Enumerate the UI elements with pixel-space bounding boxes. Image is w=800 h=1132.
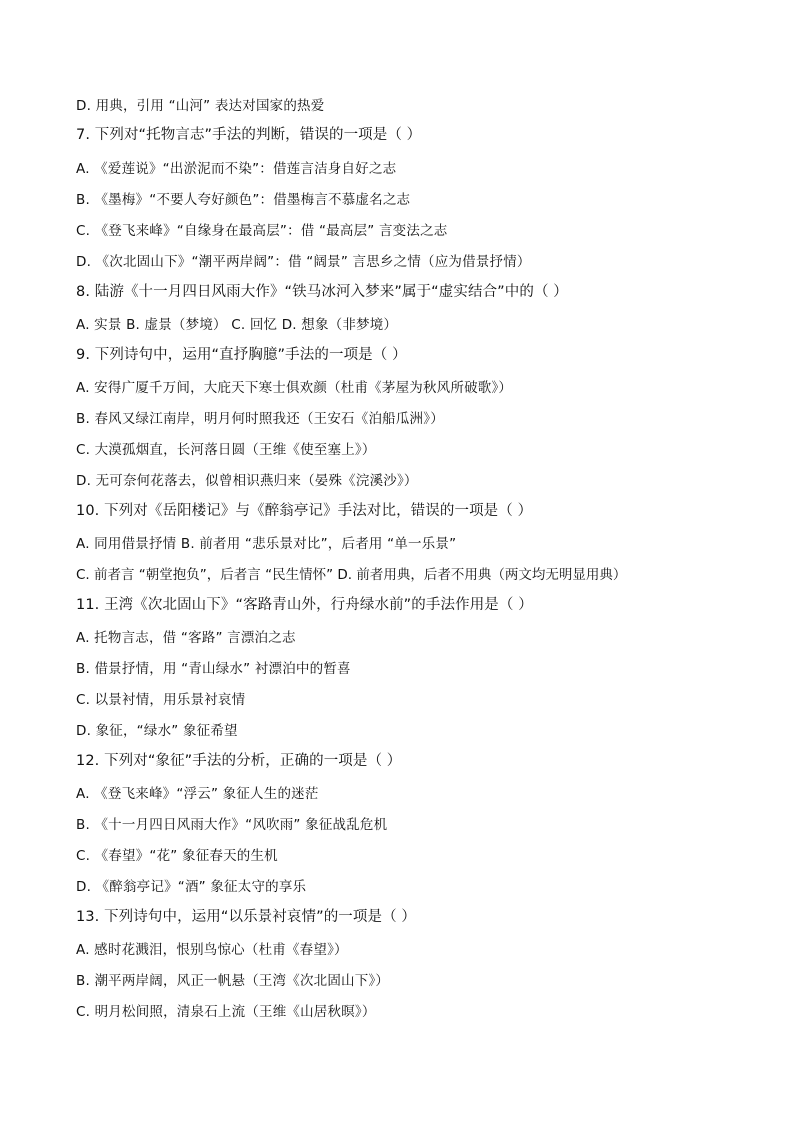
option-9c: C. 大漠孤烟直，长河落日圆（王维《使至塞上》） xyxy=(76,442,376,458)
option-11b: B. 借景抒情，用 “青山绿水” 衬漂泊中的暂喜 xyxy=(76,661,351,677)
option-13a: A. 感时花溅泪，恨别鸟惊心（杜甫《春望》） xyxy=(76,942,348,958)
option-11c: C. 以景衬情，用乐景衬哀情 xyxy=(76,692,246,708)
option-11a: A. 托物言志，借 “客路” 言漂泊之志 xyxy=(76,630,296,646)
option-6d: D. 用典，引用 “山河” 表达对国家的热爱 xyxy=(76,98,325,114)
question-9: 9. 下列诗句中，运用“直抒胸臆”手法的一项是（ ） xyxy=(76,347,407,363)
options-8: A. 实景 B. 虚景（梦境） C. 回忆 D. 想象（非梦境） xyxy=(76,317,398,333)
option-7c: C. 《登飞来峰》“自缘身在最高层”：借 “最高层” 言变法之志 xyxy=(76,223,448,239)
option-12b: B. 《十一月四日风雨大作》“风吹雨” 象征战乱危机 xyxy=(76,817,388,833)
question-10: 10. 下列对《岳阳楼记》与《醉翁亭记》手法对比，错误的一项是（ ） xyxy=(76,503,533,519)
question-12: 12. 下列对“象征”手法的分析，正确的一项是（ ） xyxy=(76,753,402,769)
question-7: 7. 下列对“托物言志”手法的判断，错误的一项是（ ） xyxy=(76,127,422,143)
question-13: 13. 下列诗句中，运用“以乐景衬哀情”的一项是（ ） xyxy=(76,909,416,925)
option-13b: B. 潮平两岸阔，风正一帆悬（王湾《次北固山下》） xyxy=(76,973,390,989)
question-11: 11. 王湾《次北固山下》“客路青山外，行舟绿水前”的手法作用是（ ） xyxy=(76,597,533,613)
option-12c: C. 《春望》“花” 象征春天的生机 xyxy=(76,848,278,864)
option-9b: B. 春风又绿江南岸，明月何时照我还（王安石《泊船瓜洲》） xyxy=(76,411,444,427)
option-7a: A. 《爱莲说》“出淤泥而不染”：借莲言洁身自好之志 xyxy=(76,161,397,177)
option-7d: D. 《次北固山下》“潮平两岸阔”：借 “阔景” 言思乡之情（应为借景抒情） xyxy=(76,254,531,270)
option-11d: D. 象征，“绿水” 象征希望 xyxy=(76,723,238,739)
option-9a: A. 安得广厦千万间，大庇天下寒士俱欢颜（杜甫《茅屋为秋风所破歌》） xyxy=(76,380,513,396)
option-7b: B. 《墨梅》“不要人夸好颜色”：借墨梅言不慕虚名之志 xyxy=(76,192,411,208)
option-12a: A. 《登飞来峰》“浮云” 象征人生的迷茫 xyxy=(76,786,319,802)
option-13c: C. 明月松间照，清泉石上流（王维《山居秋暝》） xyxy=(76,1004,376,1020)
question-8: 8. 陆游《十一月四日风雨大作》“铁马冰河入梦来”属于“虚实结合”中的（ ） xyxy=(76,284,568,300)
option-9d: D. 无可奈何花落去，似曾相识燕归来（晏殊《浣溪沙》） xyxy=(76,473,418,489)
options-10cd: C. 前者言 “朝堂抱负”，后者言 “民生情怀” D. 前者用典，后者不用典（两文均无明显用典） xyxy=(76,567,627,583)
options-10ab: A. 同用借景抒情 B. 前者用 “悲乐景对比”，后者用 “单一乐景” xyxy=(76,536,457,552)
option-12d: D. 《醉翁亭记》“酒” 象征太守的享乐 xyxy=(76,879,307,895)
